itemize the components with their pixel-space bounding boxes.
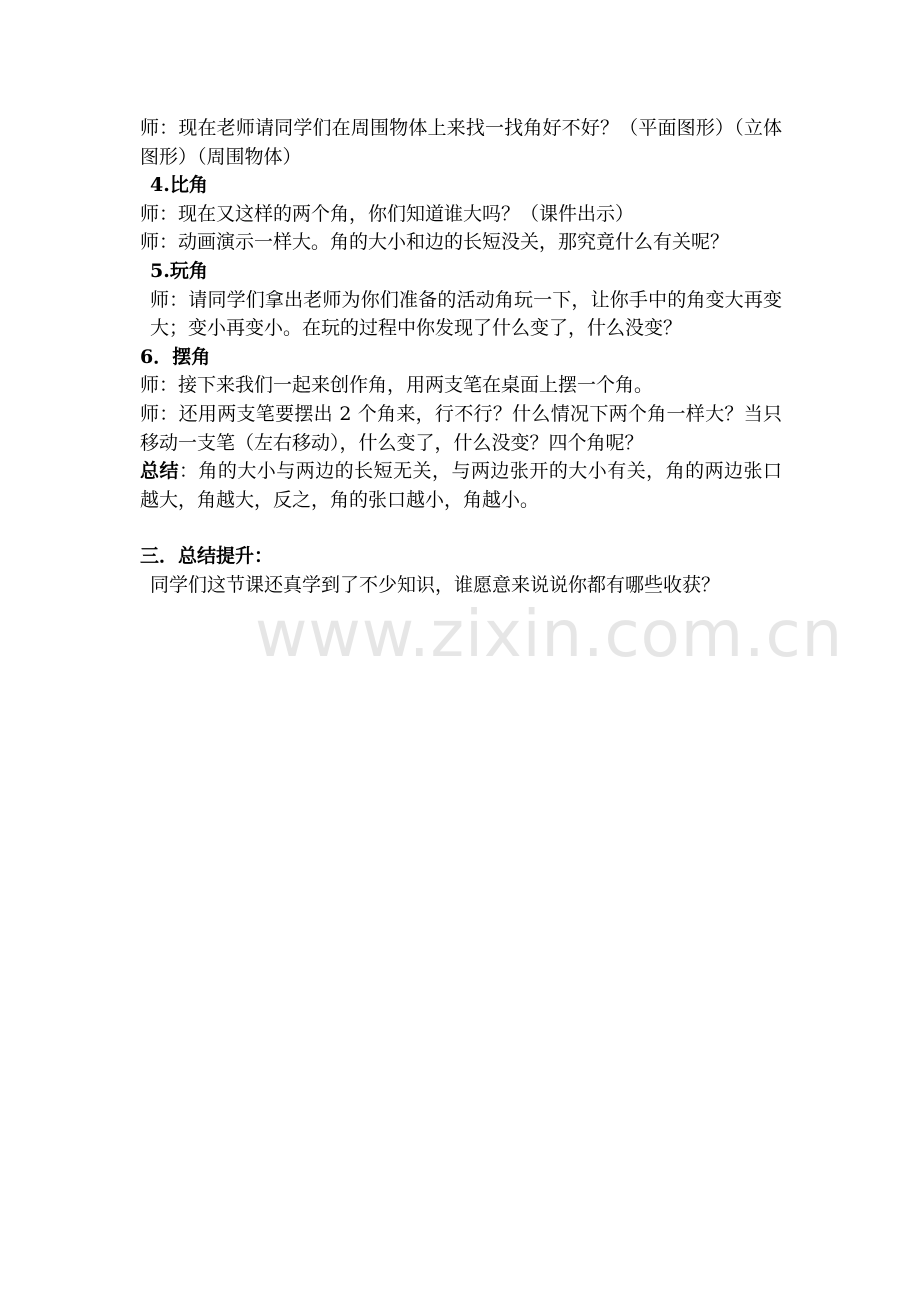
heading-compare-angles: 4.比角 <box>150 174 208 197</box>
spacer <box>140 514 782 542</box>
paragraph-two-pens: 师：还用两支笔要摆出 2 个角来，行不行？什么情况下两个角一样大？当只移动一支笔（左右移动），什么变了，什么没变？四个角呢？ <box>140 402 782 454</box>
summary-label: 总结 <box>140 460 179 483</box>
heading-arrange-angles: 6．摆角 <box>140 345 211 368</box>
paragraph-summary <box>140 457 782 514</box>
heading-section-three: 三．总结提升： <box>140 545 274 568</box>
document-body <box>140 114 782 600</box>
paragraph-closing: 同学们这节课还真学到了不少知识，谁愿意来说说你都有哪些收获？ <box>150 573 721 596</box>
summary-text: ：角的大小与两边的长短无关，与两边张开的大小有关，角的两边张口越大，角越大，反之，角的张口越小，角越小。 <box>140 460 782 511</box>
paragraph-find-angles: 师：现在老师请同学们在周围物体上来找一找角好不好？（平面图形）（立体图形）（周围物体） <box>140 117 782 168</box>
paragraph-activity-angle: 师：请同学们拿出老师为你们准备的活动角玩一下，让你手中的角变大再变大；变小再变小。在玩的过程中你发现了什么变了，什么没变？ <box>150 288 782 340</box>
heading-play-angles: 5.玩角 <box>150 259 208 282</box>
watermark: www.zixin.com.cn <box>255 598 844 672</box>
paragraph-two-angles: 师：现在又这样的两个角，你们知道谁大吗？（课件出示） <box>140 202 635 225</box>
paragraph-animation: 师：动画演示一样大。角的大小和边的长短没关，那究竟什么有关呢？ <box>140 231 730 254</box>
paragraph-create-angle: 师：接下来我们一起来创作角，用两支笔在桌面上摆一个角。 <box>140 374 654 397</box>
